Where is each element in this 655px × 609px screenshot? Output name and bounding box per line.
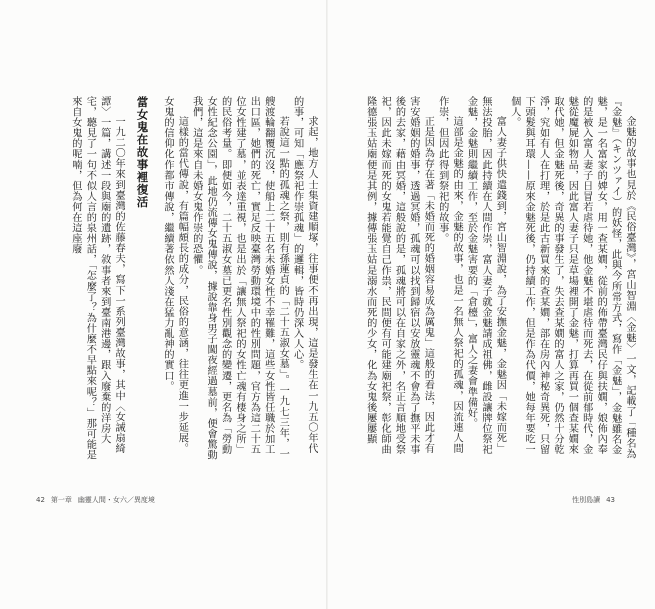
paragraph: 富人妻子供快遣錢到，宮山智淵說，為了安撫金魅，金魅因「未嫁而死」無法投胎，因此持續在人間作崇，富人妻子就金魅請成祖佛，雌設讓牌位祭祀金魅，金魅則繼續工作，至於金魅害要的「倉檯」，富人之妻會準備好。 — [465, 96, 506, 455]
left-page — [0, 0, 327, 609]
paragraph: 這樣的當代傳說，有篇幅頗長的成分，民俗的意涵，往往更進一步延展。女鬼的信仰化作都市傳說，繼續著依然人淺在猛力亂神的實口。 — [161, 96, 188, 454]
page-number: 42 — [36, 496, 45, 504]
page-number: 43 — [606, 496, 615, 504]
right-page-body — [340, 96, 636, 461]
paragraph: 若說這一點的孤魂之祭，則有孫蓮貞的「二十五淑女墓」。一九七三年，一艘渡輪翻覆沉沒，使船上二十五名未婚女性不幸罹難，這些女性皆任職於加工出口區，她們的死亡，實足反映臺灣勞動環境中的性別問題，官方為這二十五位女性建了墓，並表達重視，也是出於「讓無人祭祀的女性亡魂有棲身之所」的民俗考量。即便如今，二十五淑女墓已更名性別觀念的變遷，更名為「勞動女性紀念公園」，此地仍流傳女鬼傳說，據說靠身男子闖夜經過墓前，便會驚動我們，這是來自未婚女鬼作崇的恐懼。 — [190, 96, 289, 461]
left-page-footer — [36, 495, 161, 505]
right-page — [328, 0, 655, 609]
paragraph: 一九二〇年來到臺灣的佐藤春夫，寫下一系列臺灣故事，其中〈女誡扇綺譚〉一篇，講述一段與廟的遺跡，敘事者來到臺南港邊，跟入廢棄的洋房大宅，聽見了一句不似人言的泉州話，「怎麼了？為什麼不早點來呢？」那可能是來自女鬼的呢喃，但為何在這座廢 — [69, 96, 125, 461]
running-title: 幽靈人間・女六／異度境 — [77, 496, 155, 504]
left-page-body — [28, 96, 318, 461]
paragraph: 求起，地方人士集資建順塚，往事便不再出現，這是發生在一九五〇年代的事，可知「應祭祀作崇孤魂」的邏輯，皆時仍深入人心。 — [291, 96, 317, 454]
running-title: 性別島讀 — [572, 496, 601, 504]
right-page-footer — [572, 495, 621, 505]
chapter-label: 第一章 — [50, 496, 72, 504]
section-heading: 當女鬼在故事裡復活 — [135, 96, 150, 209]
paragraph: 正是因為存在著「未婚而死的婚姻容易成為厲鬼」這般的看法，因此才有害安婚姻的婚事，透過冥婚，孤魂可以找到歸宿以安放靈魂不會為了撫平未事後的去家，藉由冥婚，這般說的是，孤魂將可以在自家之外，名正言順地受祭祀，因此未嫁而死的女鬼若能覺自己作祟，民間便有可能建廟祀祭，彰化師曲隆德張玉姑廟便是其例，據傳張玉姑是溺水而死的少女，化為女鬼後屢屢顯 — [364, 96, 434, 455]
paragraph: 這部是金魅的由來，金魅的故事，也是一名無人祭祀的孤魂，因流連人間作崇，但因此得到祭祀的故事。 — [436, 96, 463, 454]
paragraph: 金魅的故事也見於《民俗臺灣》，宮山智淵〈金魅〉一文，記載了「種名為『金魅』（キンツァイ）的妖怪，此與今所常方式，寫作「金魅」，金魅雖名金魅，是一名富家的婢女，用一查某嫺，從前的佈帶臺灣民仔與扶嫺，娘佈內奉的是被入富人妻子日冒若虐待她，他金魅不堪虐待而死去，在從前郁時代，金魅從魔屍如物品，因此富人妻子只是草場裡開了金魅，打算再買一個查某嫺來取代她，但金魅死後，奇異的事發生了，失去查某嫺的富人之家，仍然十分乾淨，究如有人在打理，於是此古新買來的查某嫺，部在房內神秘奇異死，只留下頭髮與耳環——原來金魅死後，仍持續工作，但是作為代價，她每年要吃一個人。 — [508, 96, 635, 460]
